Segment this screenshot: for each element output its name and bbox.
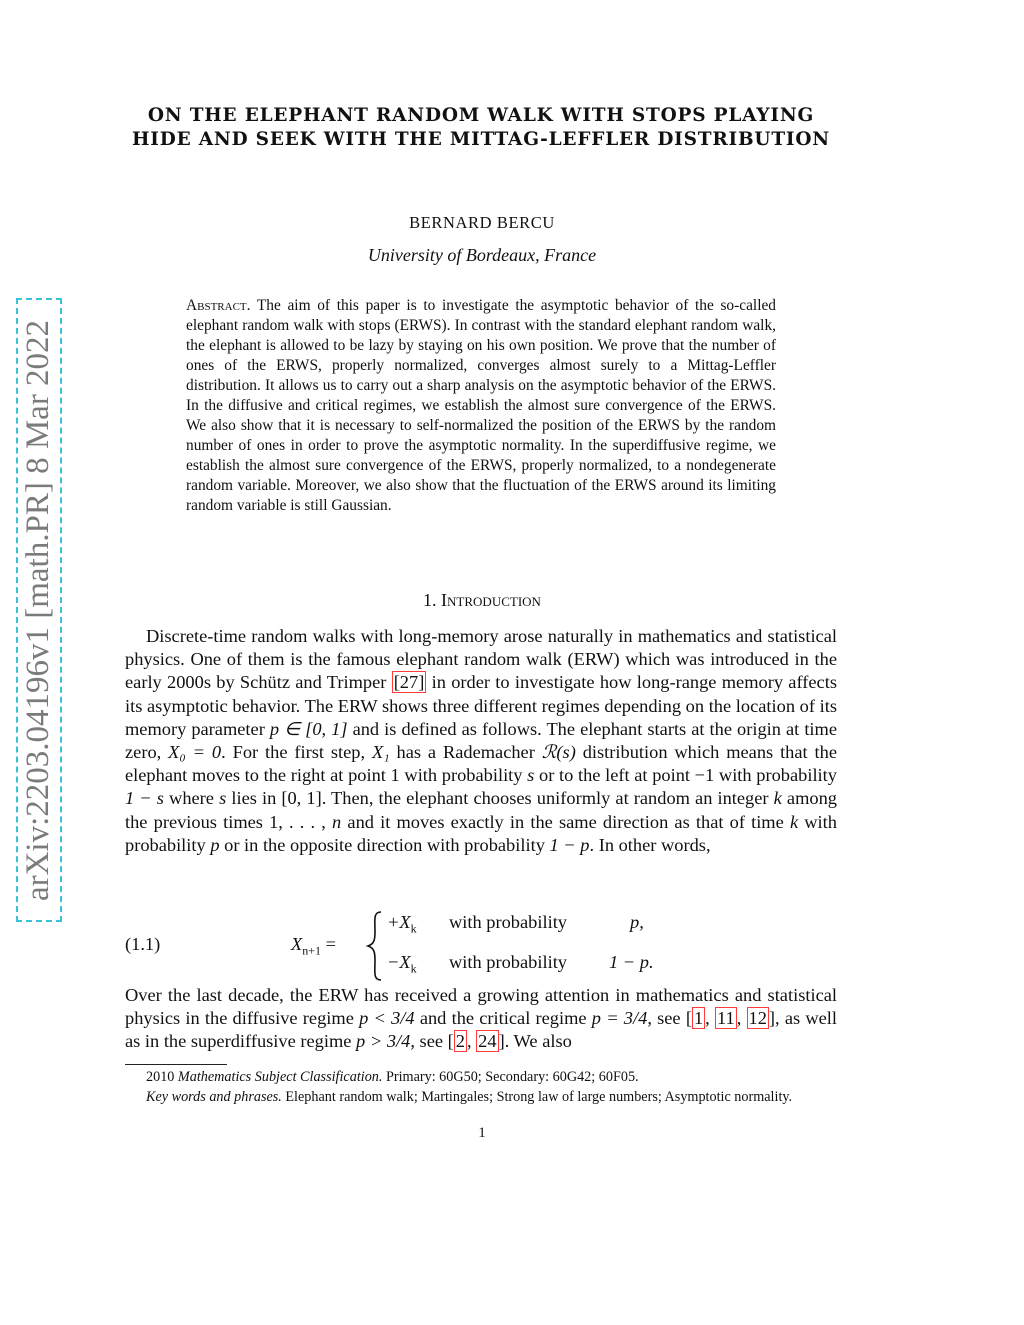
text-run: . We also <box>504 1031 572 1052</box>
citation-link-24[interactable]: 24 <box>478 1031 497 1052</box>
keywords-text: Elephant random walk; Martingales; Strong law of large numbers; Asymptotic normality. <box>285 1089 793 1105</box>
abstract-label: Abstract. <box>186 297 251 314</box>
paper-title: ON THE ELEPHANT RANDOM WALK WITH STOPS PLAYING HIDE AND SEEK WITH THE MITTAG-LEFFLER DISTRIBUTION <box>132 105 830 150</box>
case-expression <box>387 912 417 937</box>
text-run: lies in [0, 1]. Then, the elephant chooses uniformly at random an integer <box>231 788 769 809</box>
math-inline: p < 3/4 <box>359 1008 415 1029</box>
text-run: Discrete-time random walks with long-memory arose naturally in mathematics and statistical physics. One of them is the famous elephant random walk (ERW) which was introduced in the early 2000s by Schütz and Trimper <box>125 626 837 693</box>
case-condition: with probability <box>449 952 567 972</box>
math-inline: n <box>332 811 342 832</box>
footnote-divider <box>125 1064 227 1065</box>
bracket: ] <box>768 1008 776 1029</box>
math-inline: X₁ <box>371 742 390 763</box>
math-subscript: n+1 <box>302 943 322 958</box>
math-inline: 1 − p <box>549 834 590 855</box>
text-run: among the previous times 1, . . . , <box>125 788 837 832</box>
text-run: , as well as in the superdiffusive regime <box>125 1008 838 1052</box>
case-condition: with probability <box>449 912 567 932</box>
math-inline: p = 3/4 <box>591 1008 648 1029</box>
section-title: Introduction <box>441 590 541 610</box>
abstract-text: The aim of this paper is to investigate the asymptotic behavior of the so-called elephant random walk with stops (ERWS). In contrast with the standard elephant random walk, the elephant is allowed to be lazy by staying on his own position. We prove that the number of ones of the ERWS, properly normalized, converges almost surely to a Mittag-Leffler distribution. It allows us to carry out a sharp analysis on the asymptotic behavior of the ERWS. In the diffusive and critical regimes, we establish the almost sure convergence of the ERWS. We also show that it is necessary to self-normalized the position of the ERWS by the random number of ones in order to prove the asymptotic normality. In the superdiffusive regime, we establish the almost sure convergence of the ERWS, properly normalized, to a nondegenerate random variable. Moreover, we also show that the fluctuation of the ERWS around its limiting random variable is still Gaussian. <box>186 297 776 514</box>
citation-link-1[interactable]: 1 <box>693 1008 704 1029</box>
equals-sign: = <box>325 934 336 954</box>
text-run: . In other words, <box>589 834 711 855</box>
math-inline: s <box>219 788 227 809</box>
arxiv-identifier-text: arXiv:2203.04196v1 [math.PR] 8 Mar 2022 <box>20 319 57 901</box>
text-run: Over the last decade, the ERW has received a growing attention in mathematics and statistical physics in the diffusive regime <box>125 985 837 1029</box>
math-inline: 1 − s <box>125 788 164 809</box>
bracket: ] <box>498 1031 505 1052</box>
math-symbol: +X <box>387 912 411 932</box>
text-run: distribution which means that the elephant moves to the right at point 1 with probability <box>125 742 837 786</box>
math-inline: k <box>789 811 799 832</box>
section-number: 1. <box>423 590 437 610</box>
intro-paragraph-2: Over the last decade, the ERW has received a growing attention in mathematics and statistical physics in the diffusive regime p < 3/4 and the critical regime p = 3/4, see [ 1 , 11 , 12 ], as well as in the superdiffusive regime p > 3/4, see [ 2 , 24 ]. We also <box>125 985 838 1052</box>
citation-link-11[interactable]: 11 <box>716 1008 735 1029</box>
text-run: , see <box>647 1008 681 1029</box>
citation-link-2[interactable]: 2 <box>455 1031 465 1052</box>
author-affiliation: University of Bordeaux, France <box>367 245 597 265</box>
text-run: with probability <box>125 811 837 855</box>
text-run: has a Rademacher <box>396 742 535 763</box>
citation-link-27[interactable]: [27] <box>393 672 425 693</box>
math-symbol: −X <box>387 952 411 972</box>
footnote-keywords <box>125 1088 837 1108</box>
page-number: 1 <box>478 1125 486 1141</box>
text-run: or to the left at point −1 with probability <box>539 765 837 786</box>
math-inline: ℛ(s) <box>541 742 576 763</box>
text-run: and it moves exactly in the same direction as that of time <box>347 811 784 832</box>
math-inline: p > 3/4 <box>356 1031 411 1052</box>
equation-number: (1.1) <box>125 934 161 954</box>
text-run: and the critical regime <box>419 1008 587 1029</box>
text-run: or in the opposite direction with probability <box>224 834 545 855</box>
msc-label: Mathematics Subject Classification. <box>177 1069 383 1085</box>
section-heading <box>0 590 964 611</box>
case-expression <box>387 952 417 977</box>
math-inline: s <box>527 765 535 786</box>
author-name: BERNARD BERCU <box>409 213 555 232</box>
text-run: where <box>169 788 214 809</box>
text-run: . For the first step, <box>221 742 366 763</box>
math-inline: p ∈ [0, 1] <box>269 718 348 739</box>
math-subscript: k <box>410 961 417 976</box>
equation-1-1 <box>125 908 837 986</box>
text-run: in order to investigate how long-range memory affects its asymptotic behavior. The ERW shows three different regimes depending on the location of its memory parameter <box>125 672 837 739</box>
text-run: , see <box>410 1031 444 1052</box>
case-value: 1 − p. <box>609 952 654 972</box>
math-inline: p <box>210 834 220 855</box>
left-brace <box>365 910 385 987</box>
math-symbol: X <box>291 934 303 954</box>
msc-year: 2010 <box>146 1069 175 1085</box>
math-inline: X₀ = 0 <box>168 742 222 763</box>
citation-link-12[interactable]: 12 <box>748 1008 767 1029</box>
math-inline: k <box>773 788 782 809</box>
abstract <box>186 296 776 516</box>
bracket: [ <box>447 1031 454 1052</box>
math-subscript: k <box>410 921 417 936</box>
footnote-msc <box>125 1068 837 1088</box>
msc-codes: Primary: 60G50; Secondary: 60G42; 60F05. <box>385 1069 639 1085</box>
text-run: and is defined as follows. The elephant starts at the origin at time zero, <box>125 718 838 763</box>
keywords-label: Key words and phrases. <box>146 1089 282 1105</box>
equation-lhs <box>291 934 336 959</box>
intro-paragraph-1 <box>125 625 837 857</box>
case-value: p, <box>630 912 644 932</box>
bracket: [ <box>685 1008 692 1029</box>
